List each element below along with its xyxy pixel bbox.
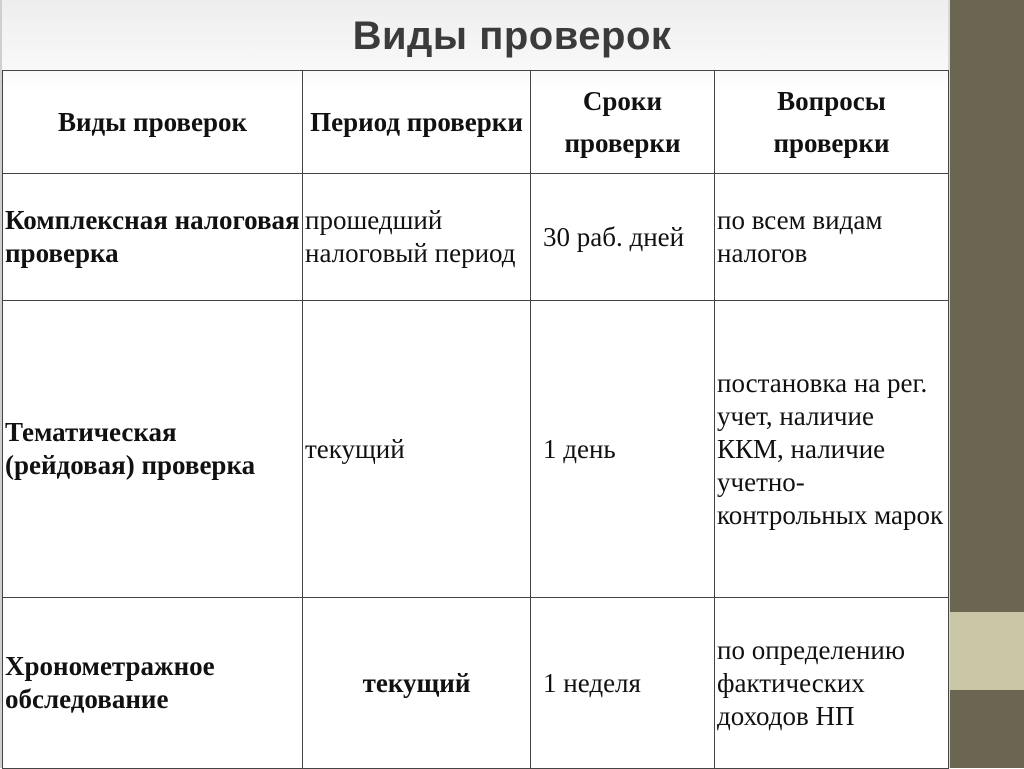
header-period: Период проверки [303, 71, 531, 174]
cell-check-type: Комплексная налоговая проверка [3, 174, 303, 301]
side-decoration-accent [950, 612, 1024, 690]
cell-term: 1 день [531, 301, 715, 598]
table-row [3, 598, 949, 769]
cell-period: текущий [303, 301, 531, 598]
cell-term: 1 неделя [531, 598, 715, 769]
cell-questions: постановка на рег. учет, наличие ККМ, наличие учетно-контрольных марок [715, 301, 949, 598]
checks-table [2, 70, 949, 769]
header-check-type: Виды проверок [3, 71, 303, 174]
cell-period: текущий [303, 598, 531, 769]
cell-questions: по определению фактических доходов НП [715, 598, 949, 769]
header-term: Сроки проверки [531, 71, 715, 174]
cell-period: прошедший налоговый период [303, 174, 531, 301]
slide-title: Виды проверок [352, 14, 672, 58]
cell-check-type: Тематическая (рейдовая) проверка [3, 301, 303, 598]
header-questions: Вопросы проверки [715, 71, 949, 174]
table-row [3, 301, 949, 598]
cell-term: 30 раб. дней [531, 174, 715, 301]
cell-check-type: Хронометражное обследование [3, 598, 303, 769]
cell-questions: по всем видам налогов [715, 174, 949, 301]
table-row [3, 174, 949, 301]
table-header-row [3, 71, 949, 174]
